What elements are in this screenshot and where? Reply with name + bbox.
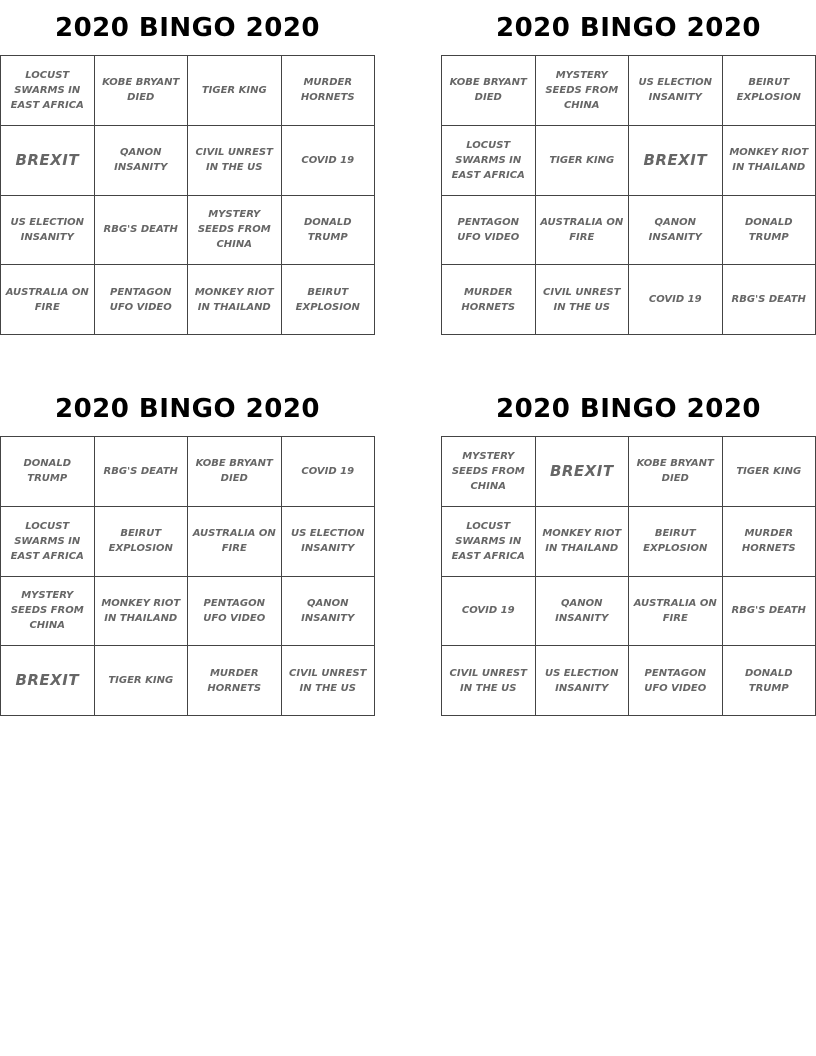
bingo-cell: DONALD TRUMP (1, 437, 95, 507)
bingo-cell: COVID 19 (442, 577, 536, 647)
bingo-cell: RBG'S DEATH (723, 577, 816, 647)
bingo-cell: PENTAGON UFO VIDEO (95, 265, 189, 335)
bingo-cell: MONKEY RIOT IN THAILAND (723, 126, 816, 196)
bingo-cell: BEIRUT EXPLOSION (723, 56, 816, 126)
card-title: 2020 BINGO 2020 (54, 394, 321, 424)
bingo-cell: DONALD TRUMP (282, 196, 376, 266)
bingo-cell: TIGER KING (188, 56, 282, 126)
bingo-cell: BEIRUT EXPLOSION (629, 507, 723, 577)
bingo-cell: TIGER KING (95, 646, 189, 716)
bingo-cell: CIVIL UNREST IN THE US (442, 646, 536, 716)
bingo-cell: AUSTRALIA ON FIRE (629, 577, 723, 647)
bingo-cell: LOCUST SWARMS IN EAST AFRICA (1, 56, 95, 126)
bingo-cell: BEIRUT EXPLOSION (95, 507, 189, 577)
bingo-cell: RBG'S DEATH (723, 265, 816, 335)
bingo-cell: BREXIT (536, 437, 630, 507)
bingo-cell: QANON INSANITY (536, 577, 630, 647)
bingo-cell: QANON INSANITY (629, 196, 723, 266)
bingo-cell: US ELECTION INSANITY (629, 56, 723, 126)
bingo-grid (0, 436, 375, 716)
bingo-cell: BREXIT (629, 126, 723, 196)
bingo-cell: LOCUST SWARMS IN EAST AFRICA (1, 507, 95, 577)
bingo-cell: LOCUST SWARMS IN EAST AFRICA (442, 507, 536, 577)
bingo-cell: DONALD TRUMP (723, 196, 816, 266)
bingo-cell: MONKEY RIOT IN THAILAND (188, 265, 282, 335)
bingo-cell: MURDER HORNETS (188, 646, 282, 716)
bingo-cell: AUSTRALIA ON FIRE (536, 196, 630, 266)
bingo-cell: TIGER KING (723, 437, 816, 507)
bingo-cell: RBG'S DEATH (95, 196, 189, 266)
bingo-cell: CIVIL UNREST IN THE US (188, 126, 282, 196)
bingo-cell: MYSTERY SEEDS FROM CHINA (188, 196, 282, 266)
bingo-cell: AUSTRALIA ON FIRE (1, 265, 95, 335)
bingo-cell: MYSTERY SEEDS FROM CHINA (442, 437, 536, 507)
bingo-cell: MURDER HORNETS (282, 56, 376, 126)
bingo-cell: US ELECTION INSANITY (536, 646, 630, 716)
bingo-cell: COVID 19 (629, 265, 723, 335)
bingo-grid (0, 55, 375, 335)
bingo-grid (441, 436, 816, 716)
bingo-cell: QANON INSANITY (95, 126, 189, 196)
bingo-cell: US ELECTION INSANITY (282, 507, 376, 577)
card-title: 2020 BINGO 2020 (54, 13, 321, 43)
bingo-cell: PENTAGON UFO VIDEO (442, 196, 536, 266)
bingo-cell: KOBE BRYANT DIED (188, 437, 282, 507)
bingo-cell: KOBE BRYANT DIED (95, 56, 189, 126)
bingo-cell: PENTAGON UFO VIDEO (188, 577, 282, 647)
bingo-cell: QANON INSANITY (282, 577, 376, 647)
bingo-cell: MURDER HORNETS (442, 265, 536, 335)
bingo-cell: MYSTERY SEEDS FROM CHINA (1, 577, 95, 647)
bingo-cell: KOBE BRYANT DIED (442, 56, 536, 126)
bingo-cell: DONALD TRUMP (723, 646, 816, 716)
bingo-cell: CIVIL UNREST IN THE US (282, 646, 376, 716)
bingo-cell: BREXIT (1, 646, 95, 716)
bingo-cell: RBG'S DEATH (95, 437, 189, 507)
bingo-cell: MYSTERY SEEDS FROM CHINA (536, 56, 630, 126)
bingo-cell: PENTAGON UFO VIDEO (629, 646, 723, 716)
bingo-cell: MONKEY RIOT IN THAILAND (95, 577, 189, 647)
bingo-cell: COVID 19 (282, 437, 376, 507)
bingo-cell: MONKEY RIOT IN THAILAND (536, 507, 630, 577)
card-title: 2020 BINGO 2020 (495, 13, 762, 43)
card-title: 2020 BINGO 2020 (495, 394, 762, 424)
bingo-cell: COVID 19 (282, 126, 376, 196)
bingo-cell: CIVIL UNREST IN THE US (536, 265, 630, 335)
bingo-cell: TIGER KING (536, 126, 630, 196)
bingo-cell: BEIRUT EXPLOSION (282, 265, 376, 335)
bingo-cell: LOCUST SWARMS IN EAST AFRICA (442, 126, 536, 196)
bingo-cell: US ELECTION INSANITY (1, 196, 95, 266)
bingo-cell: KOBE BRYANT DIED (629, 437, 723, 507)
bingo-cell: AUSTRALIA ON FIRE (188, 507, 282, 577)
bingo-cell: BREXIT (1, 126, 95, 196)
bingo-grid (441, 55, 816, 335)
bingo-cell: MURDER HORNETS (723, 507, 816, 577)
